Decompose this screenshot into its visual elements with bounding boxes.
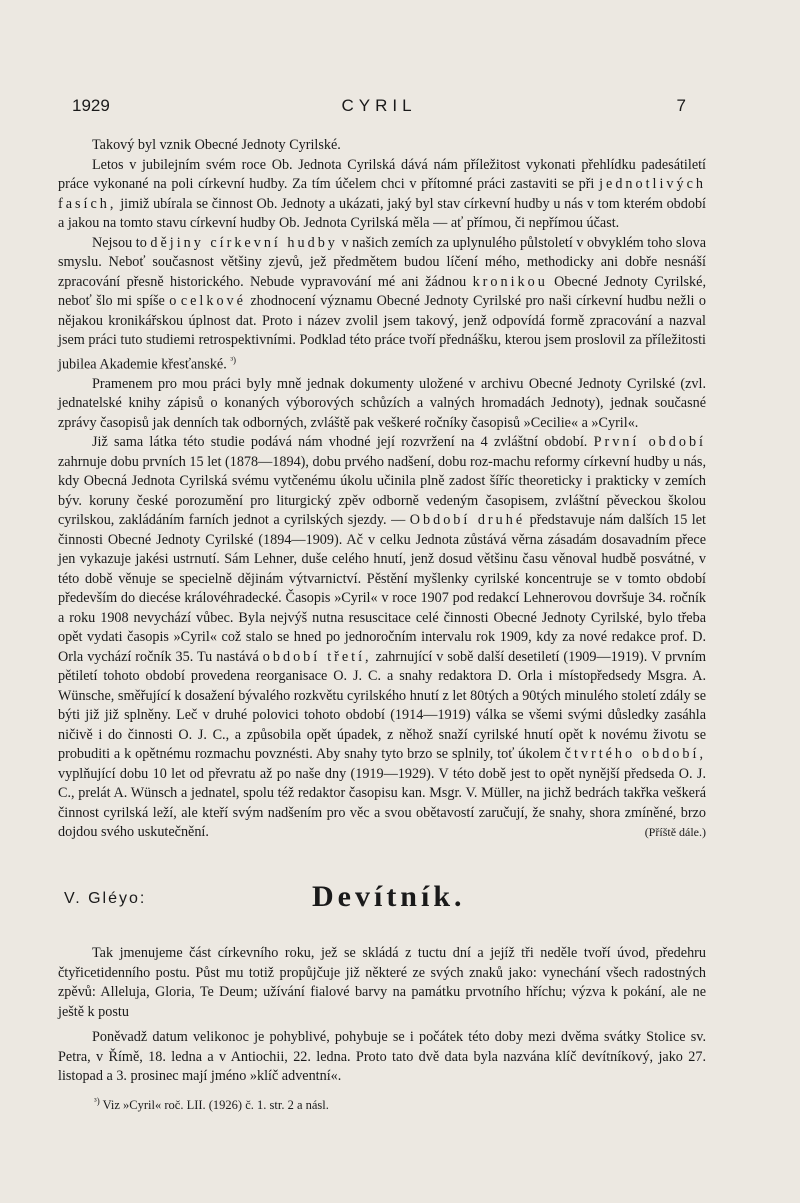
page-number: 7	[676, 96, 686, 115]
paragraph-text: Pramenem pro mou práci byly mně jednak dokumenty uložené v archivu Obecné Jednoty Cyrilské (zvl. jednatelské knihy zápisů o konaných výborových schůzích a valných hromadách Jednoty), jednak současné zprávy časopisů jak denních tak odborných, zvláště pak veškeré ročníky časopisů »Cecilie« a »Cyril«.	[58, 375, 706, 431]
paragraph	[58, 433, 706, 843]
spaced-emphasis: dějiny církevní hudby	[150, 234, 338, 251]
spaced-emphasis: Období druhé	[409, 512, 526, 529]
spaced-emphasis: období třetí,	[262, 648, 372, 665]
spaced-emphasis: celkové	[180, 293, 246, 309]
header-journal-title: CYRIL	[341, 96, 417, 115]
paragraph	[58, 136, 706, 156]
article-body	[58, 136, 706, 843]
paragraph-text: zahrnuje dobu prvních 15 let (1878—1894), dobu prvého nadšení, dobu roz-machu reformy církevní hudby u nás, kdy Obecná Jednota Cyrilská svému vytčenému úkolu učinila plně zadost šíříc theoreticky i prakticky v zemích býv. koruny české porozumění pro liturgický zpěv odborně vedeným časopisem, zvláštní pěveckou školou cyrilskou, zakládáním farních jednot a cyrilských sjezdy. —	[58, 453, 706, 529]
section-author: V. Gléyo:	[64, 890, 147, 907]
header-year: 1929	[72, 96, 110, 115]
spaced-emphasis: čtvrtého období,	[564, 746, 706, 763]
spaced-emphasis: kronikou	[472, 273, 548, 290]
paragraph-text: Obecné Jednoty Cyrilské, neboť šlo mi spíše o	[58, 273, 706, 309]
footnote-text: Viz »Cyril« roč. LII. (1926) č. 1. str. 2 a násl.	[102, 1098, 329, 1113]
paragraph	[58, 234, 706, 375]
footnote	[94, 1096, 694, 1113]
paragraph-text: Letos v jubilejním svém roce Ob. Jednota Cyrilská dává nám příležitost vykonati přehlídku padesátiletí práce vykonané na poli církevní hudby. Za tím účelem chci v přítomné práci zastaviti se při	[58, 156, 706, 192]
paragraph: Poněvadž datum velikonoc je pohyblivé, pohybuje se i počátek této doby mezi dvěma svátky Stolice sv. Petra, v Římě, 18. ledna a v Antiochii, 22. ledna. Proto tato dvě data byla nazvána klíč devítníkový, jako 27. listopad a 3. prosinec mají jméno »klíč adventní«.	[58, 1029, 706, 1084]
footnote-reference: ³)	[230, 354, 237, 365]
paragraph-text: Nejsou to	[92, 234, 147, 251]
section-body	[58, 944, 706, 1093]
paragraph	[58, 156, 706, 234]
paragraph-text: v našich zemích za uplynulého půlstoletí v obvyklém toho slova smyslu. Neboť současnost většiny zjevů, jež předmětem budou líčení mého, methodicky ani dobře nesnáší zpracování přesně historického. Nebude vypravování mé ani žádnou	[58, 234, 707, 290]
paragraph	[58, 375, 706, 434]
section-heading	[64, 880, 704, 930]
paragraph-text: zhodnocení významu Obecné Jednoty Cyrilské pro naši církevní hudbu nežli o nějakou kronikářskou úplnost dat. Proto i název zvolil jsem takový, jenž odpovídá formě zpracování a nazval jsem práci tuto studiemi retrospektivními. Podklad této práce tvoří přednášku, kterou jsem proslovil za příležitosti jubilea Akademie křesťanské.	[58, 293, 707, 373]
paragraph-text: Takový byl vznik Obecné Jednoty Cyrilské.	[92, 137, 341, 153]
continued-note: (Příště dále.)	[644, 825, 706, 840]
paragraph-text: představuje nám dalších 15 let činnosti Obecné Jednoty Cyrilské (1894—1909). Ač v celku Jednota zůstává věrna zásadám dosavadním přece jen vykazuje jakési ustrnutí. Sám Lehner, duše celého hnutí, jenž dosud většinu času věnoval hudbě posvátné, v této době věnuje se specielně dějinám výtvarnictví. Pěstění myšlenky cyrilské koncentruje se v tomto období především do diecése královéhradecké. Časopis »Cyril« v roce 1907 pod redakcí Lehnerovou dovršuje 34. ročník a roku 1908 nevychází vůbec. Byla nejvýš nutna resuscitace celé činnosti Obecné Jednoty Cyrilské, bylo třeba opět vydati časopis »Cyril« což stalo se hned po jednoročním intervalu rok 1909, kdy za nové redakce prof. D. Orla vychází ročník 35. Tu nastává	[58, 512, 706, 665]
paragraph-text: zahrnující v sobě další desetiletí (1909—1919). V prvním pětiletí tohoto období provedena reorganisace O. J. C. a snahy redaktora D. Orla i místopředsedy Msgra. A. Wünsche, směřující k dosažení bývalého rozkvětu cyrilského hnutí z let 80tých a 90tých minulého století zdály se býti již již splněny. Leč v druhé polovici tohoto období (1914—1919) válka se všemi svými důsledky zasáhla ničivě i do činnosti O. J. C., a způsobila opět úpadek, z něhož snaží cyrilské hnutí opět k novému životu se probuditi a k opětnému rozmachu povznésti. Aby snahy tyto brzo se splnily, toť úkolem	[58, 648, 707, 763]
section-title: Devítník.	[312, 880, 466, 913]
paragraph-text: vyplňující dobu 10 let od převratu až po naše dny (1919—1929). V této době jest to opět nynější předseda O. J. C., prelát A. Wünsch a jednatel, spolu též redaktor časopisu kan. Msgr. V. Müller, na jichž bedrách takřka veškerá činnost cyrilská leží, ale kteří svým nadšením pro věc a svou obětavostí zaručují, že snahy, shora zmíněné, brzo dojdou svého uskutečnění.	[58, 765, 706, 841]
footnote-mark: ³)	[94, 1096, 100, 1106]
spaced-emphasis: První období	[593, 434, 706, 451]
spaced-emphasis: jednotlivých fasích,	[58, 176, 707, 212]
paragraph: Tak jmenujeme část církevního roku, jež se skládá z tuctu dní a jejíž tři neděle tvoří úvod, předehru čtyřicetidenního postu. Půst mu totiž propůjčuje již některé ze svých znaků jako: vynechání všech radostných zpěvů: Alleluja, Gloria, Te Deum; užívání fialové barvy na památku prvotního hříchu; výzva k pokání, ale ne ještě k postu	[58, 945, 706, 1020]
paragraph-text: jimiž ubírala se činnost Ob. Jednoty a ukázati, jaký byl stav církevní hudby u nás v tom kterém období a jakou na tomto stavu církevní hudby Ob. Jednota Cyrilská měla — ať přímou, či nepřímou účast.	[58, 195, 707, 231]
paragraph-text: Již sama látka této studie podává nám vhodné její rozvržení na 4 zvláštní období.	[92, 434, 588, 451]
